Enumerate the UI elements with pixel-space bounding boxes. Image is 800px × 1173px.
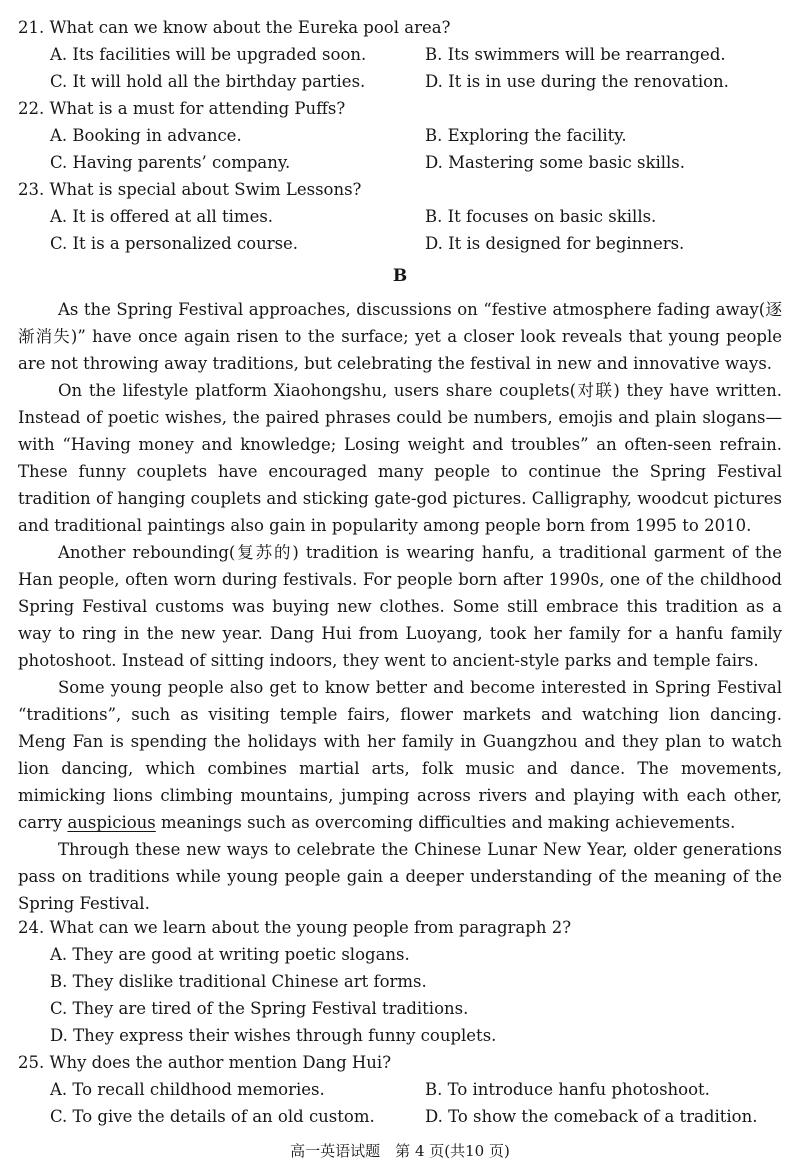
passage-paragraph-1 <box>18 296 782 377</box>
question-25-stem: 25. Why does the author mention Dang Hui? <box>18 1053 392 1072</box>
question-22-option-d: D. Mastering some basic skills. <box>425 153 686 172</box>
question-24-stem: 24. What can we learn about the young people from paragraph 2? <box>18 918 572 937</box>
page-footer: 高一英语试题 第 4 页(共10 页) <box>290 1142 510 1160</box>
paragraph-1-text: As the Spring Festival approaches, discussions on “festive atmosphere fading away(逐渐消失)” have once again risen to the surface; yet a closer look reveals that young people are not throwing away traditions, but celebrating the festival in new and innovative ways. <box>18 300 782 373</box>
paragraph-2-text: On the lifestyle platform Xiaohongshu, users share couplets(对联) they have written. Instead of poetic wishes, the paired phrases could be numbers, emojis and plain slogans—with “Having money and knowledge; Losing weight and troubles” an often-seen refrain. These funny couplets have encouraged many people to continue the Spring Festival tradition of hanging couplets and sticking gate-god pictures. Calligraphy, woodcut pictures and traditional paintings also gain in popularity among people born from 1995 to 2010. <box>18 381 782 535</box>
question-21-option-a: A. Its facilities will be upgraded soon. <box>50 45 367 64</box>
paragraph-4-text-before: Some young people also get to know better and become interested in Spring Festival “traditions”, such as visiting temple fairs, flower markets and watching lion dancing. Meng Fan is spending the holidays with her family in Guangzhou and they plan to watch lion dancing, which combines martial arts, folk music and dance. The movements, mimicking lions climbing mountains, jumping across rivers and playing with each other, carry <box>18 678 782 832</box>
question-21-option-d: D. It is in use during the renovation. <box>425 72 729 91</box>
question-22-option-a: A. Booking in advance. <box>50 126 242 145</box>
question-23-option-d: D. It is designed for beginners. <box>425 234 685 253</box>
passage-paragraph-4 <box>18 674 782 836</box>
question-22-option-b: B. Exploring the facility. <box>425 126 627 145</box>
question-21-option-c: C. It will hold all the birthday parties. <box>50 72 366 91</box>
question-24-option-d: D. They express their wishes through funny couplets. <box>50 1026 497 1045</box>
question-23-option-c: C. It is a personalized course. <box>50 234 299 253</box>
paragraph-4-text-after: meanings such as overcoming difficulties and making achievements. <box>161 813 736 832</box>
passage-paragraph-3 <box>18 539 782 674</box>
section-title: B <box>392 266 408 286</box>
question-23-option-b: B. It focuses on basic skills. <box>425 207 657 226</box>
question-25-option-a: A. To recall childhood memories. <box>50 1080 325 1099</box>
question-22-stem: 22. What is a must for attending Puffs? <box>18 99 346 118</box>
question-23-stem: 23. What is special about Swim Lessons? <box>18 180 362 199</box>
paragraph-5-text: Through these new ways to celebrate the Chinese Lunar New Year, older generations pass on traditions while young people gain a deeper understanding of the meaning of the Spring Festival. <box>18 840 782 913</box>
question-24-option-c: C. They are tired of the Spring Festival traditions. <box>50 999 469 1018</box>
question-25-option-b: B. To introduce hanfu photoshoot. <box>425 1080 710 1099</box>
question-24-option-b: B. They dislike traditional Chinese art forms. <box>50 972 427 991</box>
question-22-option-c: C. Having parents’ company. <box>50 153 291 172</box>
question-25-option-c: C. To give the details of an old custom. <box>50 1107 375 1126</box>
question-21-option-b: B. Its swimmers will be rearranged. <box>425 45 726 64</box>
underlined-word: auspicious <box>67 813 156 832</box>
question-24-option-a: A. They are good at writing poetic slogans. <box>50 945 410 964</box>
question-23-option-a: A. It is offered at all times. <box>50 207 274 226</box>
passage-paragraph-5 <box>18 836 782 917</box>
question-25-option-d: D. To show the comeback of a tradition. <box>425 1107 758 1126</box>
passage-paragraph-2 <box>18 377 782 539</box>
question-21-stem: 21. What can we know about the Eureka pool area? <box>18 18 451 37</box>
paragraph-3-text: Another rebounding(复苏的) tradition is wearing hanfu, a traditional garment of the Han people, often worn during festivals. For people born after 1990s, one of the childhood Spring Festival customs was buying new clothes. Some still embrace this tradition as a way to ring in the new year. Dang Hui from Luoyang, took her family for a hanfu family photoshoot. Instead of sitting indoors, they went to ancient-style parks and temple fairs. <box>18 543 782 670</box>
